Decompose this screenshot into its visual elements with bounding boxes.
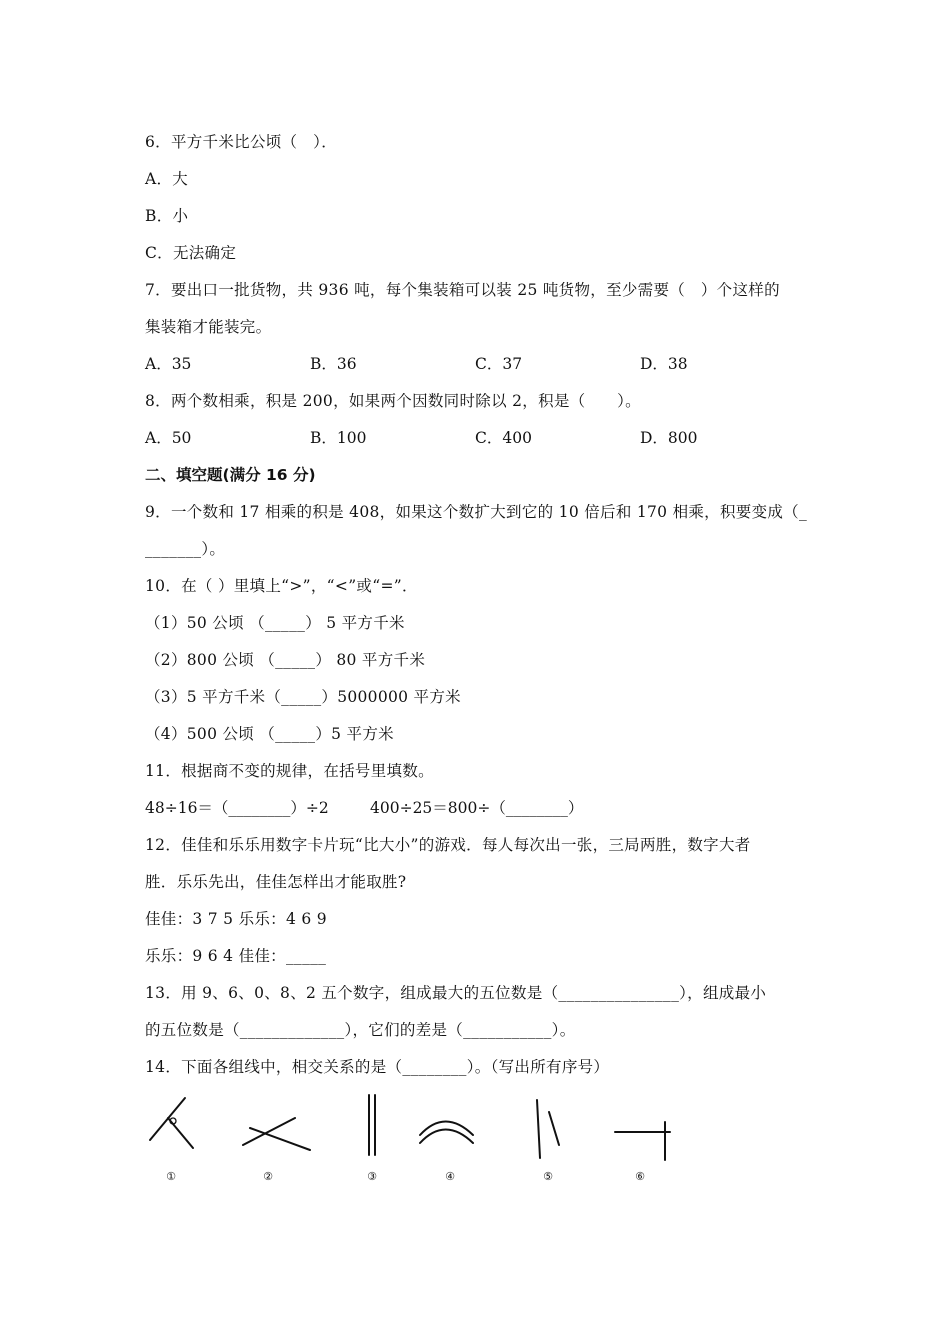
figure-label-2: ② bbox=[263, 1170, 273, 1183]
figure-5-separate-lines bbox=[537, 1100, 559, 1158]
figure-1-intersecting-lines bbox=[150, 1098, 193, 1148]
figure-6-crossing-lines bbox=[615, 1122, 670, 1160]
lines-figure bbox=[135, 1090, 695, 1190]
q13-line2: 的五位数是（_____________），它们的差是（___________）。 bbox=[145, 1021, 576, 1039]
q11-expr-1: 48÷16＝（________）÷2 bbox=[145, 799, 329, 817]
q8-option-d: D．800 bbox=[640, 429, 698, 447]
q6-option-a: A．大 bbox=[145, 170, 189, 188]
q10-item-4: （4）500 公顷 （_____）5 平方米 bbox=[145, 725, 394, 743]
figure-4-parallel-curves bbox=[420, 1122, 473, 1144]
q8-option-a: A．50 bbox=[145, 429, 192, 447]
q10-stem: 10．在（ ）里填上“>”，“<”或“=”． bbox=[145, 577, 418, 595]
q11-stem: 11．根据商不变的规律，在括号里填数。 bbox=[145, 762, 434, 780]
q7-option-d: D．38 bbox=[640, 355, 688, 373]
q6-option-b: B．小 bbox=[145, 207, 189, 225]
q8-stem: 8．两个数相乘，积是 200，如果两个因数同时除以 2，积是（ ）。 bbox=[145, 392, 641, 410]
q6-option-c: C．无法确定 bbox=[145, 244, 237, 262]
q12-line4: 乐乐：9 6 4 佳佳：_____ bbox=[145, 947, 327, 965]
figure-2-crossing-lines bbox=[243, 1118, 310, 1150]
q12-line3: 佳佳：3 7 5 乐乐：4 6 9 bbox=[145, 910, 327, 928]
q12-line1: 12．佳佳和乐乐用数字卡片玩“比大小”的游戏．每人每次出一张，三局两胜，数字大者 bbox=[145, 836, 751, 854]
q8-option-c: C．400 bbox=[475, 429, 532, 447]
q7-option-c: C．37 bbox=[475, 355, 523, 373]
q13-line1: 13．用 9、6、0、8、2 五个数字，组成最大的五位数是（_______________），组成最小 bbox=[145, 984, 767, 1002]
q7-stem-line2: 集装箱才能装完。 bbox=[145, 318, 272, 336]
figure-label-6: ⑥ bbox=[635, 1170, 645, 1183]
section-heading: 二、填空题(满分 16 分) bbox=[145, 466, 316, 484]
q10-item-2: （2）800 公顷 （_____） 80 平方千米 bbox=[145, 651, 426, 669]
figure-label-5: ⑤ bbox=[543, 1170, 553, 1183]
q14-stem: 14．下面各组线中，相交关系的是（________）。（写出所有序号） bbox=[145, 1058, 610, 1076]
q10-item-3: （3）5 平方千米（_____）5000000 平方米 bbox=[145, 688, 461, 706]
q12-line2: 胜．乐乐先出，佳佳怎样出才能取胜? bbox=[145, 873, 407, 891]
q9-line1: 9．一个数和 17 相乘的积是 408，如果这个数扩大到它的 10 倍后和 170 相乘，积要变成（_ bbox=[145, 503, 808, 521]
q8-option-b: B．100 bbox=[310, 429, 367, 447]
q9-line2: _______）。 bbox=[145, 540, 226, 558]
q7-stem-line1: 7．要出口一批货物，共 936 吨，每个集装箱可以装 25 吨货物，至少需要（ ）个这样的 bbox=[145, 281, 780, 299]
figure-label-4: ④ bbox=[445, 1170, 455, 1183]
q11-expr-2: 400÷25＝800÷（________） bbox=[370, 799, 584, 817]
q7-option-b: B．36 bbox=[310, 355, 357, 373]
q10-item-1: （1）50 公顷 （_____） 5 平方千米 bbox=[145, 614, 405, 632]
figure-3-parallel-lines bbox=[369, 1095, 375, 1155]
q6-stem: 6．平方千米比公顷（ ）． bbox=[145, 133, 338, 151]
figure-label-3: ③ bbox=[367, 1170, 377, 1183]
q7-option-a: A．35 bbox=[145, 355, 192, 373]
figure-label-1: ① bbox=[166, 1170, 176, 1183]
